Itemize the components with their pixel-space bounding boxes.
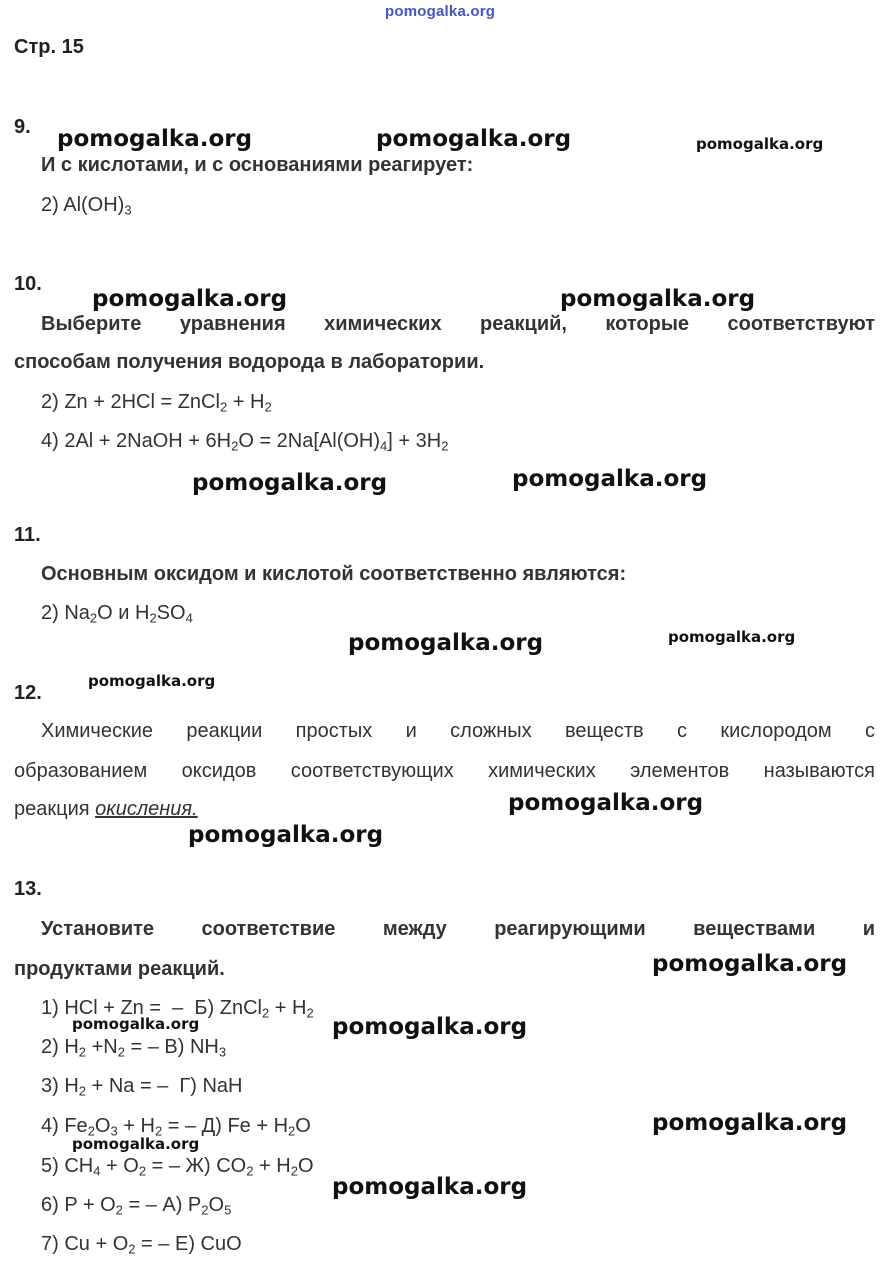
question-13-prompt-line2: продуктами реакций. (14, 958, 225, 980)
question-9-prompt: И с кислотами, и с основаниями реагирует: (41, 154, 474, 176)
question-12-line2: образованием оксидов соответствующих химических элементов называются (14, 760, 875, 782)
question-12-answer: окисления. (95, 798, 198, 820)
question-9-answer: 2) $Al(OH)_3$ (41, 194, 132, 218)
watermark: pomogalka.org (72, 1135, 200, 1153)
question-10-prompt-line1: Выберите уравнения химических реакций, которые соответствуют (41, 313, 875, 335)
watermark: pomogalka.org (57, 126, 253, 152)
question-13-number: 13. (14, 878, 42, 900)
watermark: pomogalka.org (696, 135, 824, 153)
question-10-answer-2: 2) Zn + 2HCl = ZnCl$_2$ + $H_2$ (41, 391, 272, 415)
watermark: pomogalka.org (332, 1014, 528, 1040)
question-13-match-3: 3) $H_2 + Na$ = – Г) NaH (41, 1075, 243, 1099)
watermark: pomogalka.org (192, 470, 388, 496)
watermark: pomogalka.org (376, 126, 572, 152)
question-13-match-7: 7) $Cu + O_2$ = – Е) CuO (41, 1233, 242, 1257)
watermark: pomogalka.org (512, 466, 708, 492)
watermark: pomogalka.org (652, 1110, 848, 1136)
question-11-answer: 2) $Na_2O$ и $H_2SO_4$ (41, 602, 193, 626)
question-13-match-1: 1) HCl + Zn = – Б) ZnCl$_2$ + $H_2$ (41, 997, 314, 1021)
question-10-prompt-line2: способам получения водорода в лаборатории. (14, 351, 485, 373)
watermark: pomogalka.org (88, 672, 216, 690)
watermark: pomogalka.org (188, 822, 384, 848)
question-12-line3: реакция окисления. (14, 798, 198, 820)
question-10-number: 10. (14, 273, 42, 295)
page-title: Стр. 15 (14, 36, 84, 58)
watermark: pomogalka.org (92, 286, 288, 312)
question-12-number: 12. (14, 682, 42, 704)
watermark: pomogalka.org (348, 630, 544, 656)
watermark: pomogalka.org (652, 951, 848, 977)
watermark: pomogalka.org (332, 1174, 528, 1200)
question-13-prompt-line1: Установите соответствие между реагирующими веществами и (41, 918, 875, 940)
watermark: pomogalka.org (668, 628, 796, 646)
watermark: pomogalka.org (508, 790, 704, 816)
question-13-match-2: 2) $H_2 +N_2$ = – В) $NH_3$ (41, 1036, 227, 1060)
question-11-number: 11. (14, 524, 41, 546)
question-9-number: 9. (14, 116, 31, 138)
header-site-link[interactable]: pomogalka.org (385, 3, 496, 20)
question-12-line1: Химические реакции простых и сложных веществ с кислородом с (41, 720, 875, 742)
question-13-match-6: 6) $P + O_2$ = – А) $P_2O_5$ (41, 1194, 232, 1218)
question-13-match-5: 5) $CH_4 + O_2$ = – Ж) $CO_2 + H_2O$ (41, 1155, 314, 1179)
watermark: pomogalka.org (72, 1015, 200, 1033)
question-10-answer-4: 4) 2Al + 2NaOH + $6H_2O = 2Na[Al(OH)_4] + 3H_2$ (41, 430, 449, 454)
question-13-match-4: 4) $Fe_2O_3 + H_2$ = – Д) $Fe + H_2O$ (41, 1115, 311, 1139)
question-11-prompt: Основным оксидом и кислотой соответственно являются: (41, 563, 627, 585)
watermark: pomogalka.org (560, 286, 756, 312)
